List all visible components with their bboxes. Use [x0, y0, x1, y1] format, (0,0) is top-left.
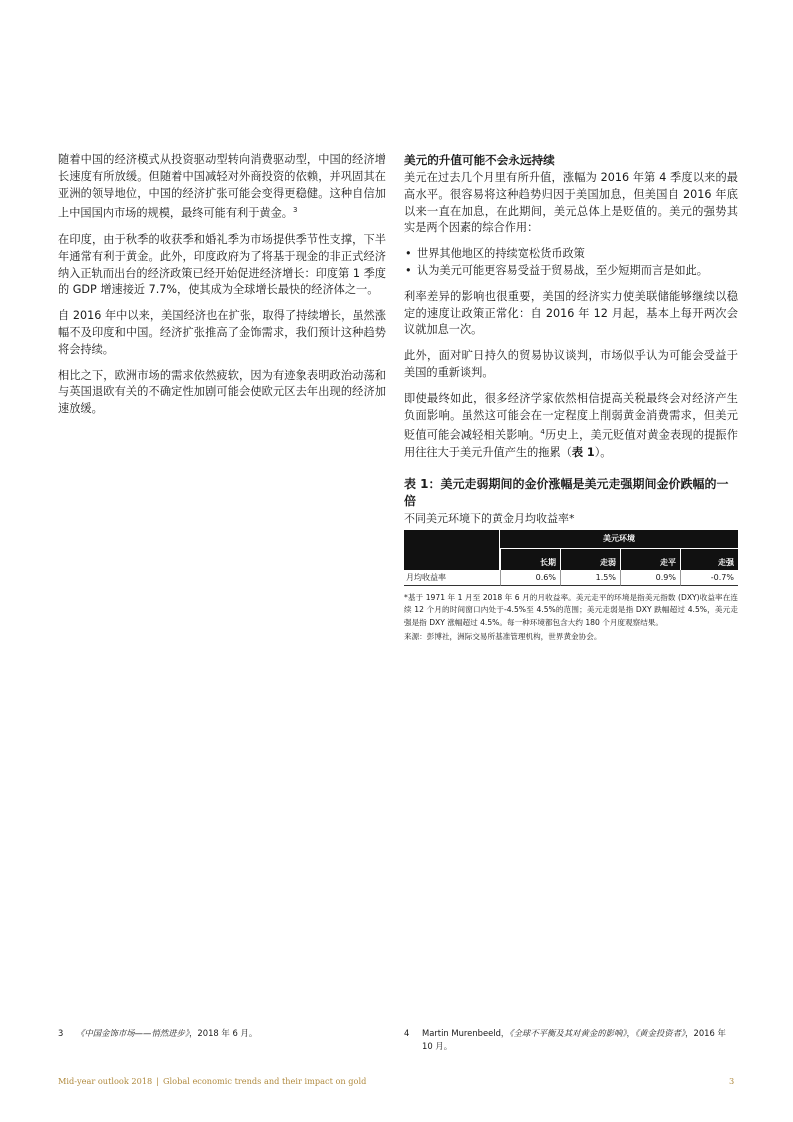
footnote-title: 《中国金饰市场——悄然进步》 [76, 1028, 190, 1038]
table-cell: 0.9% [620, 570, 680, 586]
footer-separator: | [156, 1076, 160, 1086]
column-header: 走强 [680, 549, 738, 570]
table-cell: 0.6% [500, 570, 560, 586]
page-footer [58, 1076, 366, 1086]
footnote-title: 《全球不平衡及其对黄金的影响》 [509, 1028, 627, 1038]
page-number: 3 [729, 1076, 735, 1086]
row-label: 月均收益率 [404, 570, 500, 586]
table-group-header: 美元环境 [500, 530, 738, 549]
paragraph-europe: 相比之下，欧洲市场的需求依然疲软，因为有迹象表明政治动荡和与英国退欧有关的不确定性加剧可能会使欧元区去年出现的经济加速放缓。 [58, 368, 386, 416]
column-header: 走平 [620, 549, 680, 570]
footnote-4: 4 Martin Murenbeeld，《全球不平衡及其对黄金的影响》，《黄金投资者》，2016 年 10 月。 [404, 1028, 726, 1051]
returns-table [404, 530, 738, 586]
paragraph-rate-differential: 利率差异的影响也很重要，美国的经济实力使美联储能够继续以稳定的速度让政策正常化：自 2016 年 12 月起，基本上每开两次会议就加息一次。 [404, 289, 738, 337]
table-source: 来源：彭博社，洲际交易所基准管理机构，世界黄金协会。 [404, 631, 602, 641]
footnote-ref-4[interactable]: 4 [540, 428, 545, 437]
paragraph-us: 自 2016 年中以来，美国经济也在扩张，取得了持续增长，虽然涨幅不及印度和中国。经济扩张推高了金饰需求，我们预计这种趋势将会持续。 [58, 309, 386, 356]
bullet-icon: • [405, 247, 412, 261]
right-column [404, 152, 738, 643]
bullet-list [404, 246, 738, 280]
footnote-ref-3[interactable]: 3 [292, 206, 298, 215]
column-header: 长期 [500, 549, 560, 570]
list-item: • 世界其他地区的持续宽松货币政策 [404, 246, 738, 263]
table-corner [404, 530, 500, 570]
paragraph-tariffs: 即使最终如此，很多经济学家依然相信提高关税最终会对经济产生负面影响。虽然这可能会在一定程度上削弱黄金消费需求，但美元贬值可能会减轻相关影响。$^4$历史上，美元贬值对黄金表现的提振作用往往大于美元升值产生的拖累（表 1）。 [404, 391, 738, 459]
table-cell: -0.7% [680, 570, 738, 586]
table-cell: 1.5% [560, 570, 620, 586]
list-item: • 认为美元可能更容易受益于贸易战，至少短期而言是如此。 [404, 263, 738, 280]
section-heading: 美元的升值可能不会永远持续 [404, 153, 555, 167]
paragraph-dollar-strength: 美元在过去几个月里有所升值，涨幅为 2016 年第 4 季度以来的最高水平。很容易将这种趋势归因于美国加息，但美国自 2016 年底以来一直在加息，在此期间，美元总体上是贬值的。美元的强势其实是两个因素的综合作用： [404, 171, 738, 235]
footnote-3: 3 《中国金饰市场——悄然进步》，2018 年 6 月。 [58, 1028, 258, 1038]
paragraph-trade-talks: 此外，面对旷日持久的贸易协议谈判，市场似乎认为可能会受益于美国的重新谈判。 [404, 349, 738, 379]
left-column [58, 152, 386, 427]
footnote-publication: 《黄金投资者》 [634, 1028, 686, 1038]
footer-report-subtitle: Global economic trends and their impact on gold [163, 1076, 367, 1086]
table-note: *基于 1971 年 1 月至 2018 年 6 月的月收益率。美元走平的环境是指美元指数 (DXY)收益率在连续 12 个月的时间窗口内处于-4.5%至 4.5%的范围；美元走弱是指 DXY 跌幅超过 4.5%，美元走强是指 DXY 涨幅超过 4.5%。每一种环境都包含大约 180 个月度观察结果。 [404, 592, 738, 627]
bullet-icon: • [405, 263, 412, 277]
table-subtitle: 不同美元环境下的黄金月均收益率* [404, 511, 575, 525]
table-title: 表 1：美元走弱期间的金价涨幅是美元走强期间金价跌幅的一倍 [404, 476, 729, 508]
column-header: 走弱 [560, 549, 620, 570]
footer-report-title: Mid-year outlook 2018 [58, 1076, 153, 1086]
paragraph-india: 在印度，由于秋季的收获季和婚礼季为市场提供季节性支撑，下半年通常有利于黄金。此外，印度政府为了将基于现金的非正式经济纳入正轨而出台的经济政策已经开始促进经济增长：印度第 1 季度的 GDP 增速接近 7.7%，使其成为全球增长最快的经济体之一。 [58, 232, 386, 297]
table-reference-link[interactable]: 表 1 [571, 445, 595, 459]
paragraph-china: 随着中国的经济模式从投资驱动型转向消费驱动型，中国的经济增长速度有所放缓。但随着中国减轻对外商投资的依赖，并巩固其在亚洲的领导地位，中国的经济扩张可能会变得更稳健。这种自信加上中国国内市场的规模，最终可能有利于黄金。$^3$ [58, 153, 386, 221]
